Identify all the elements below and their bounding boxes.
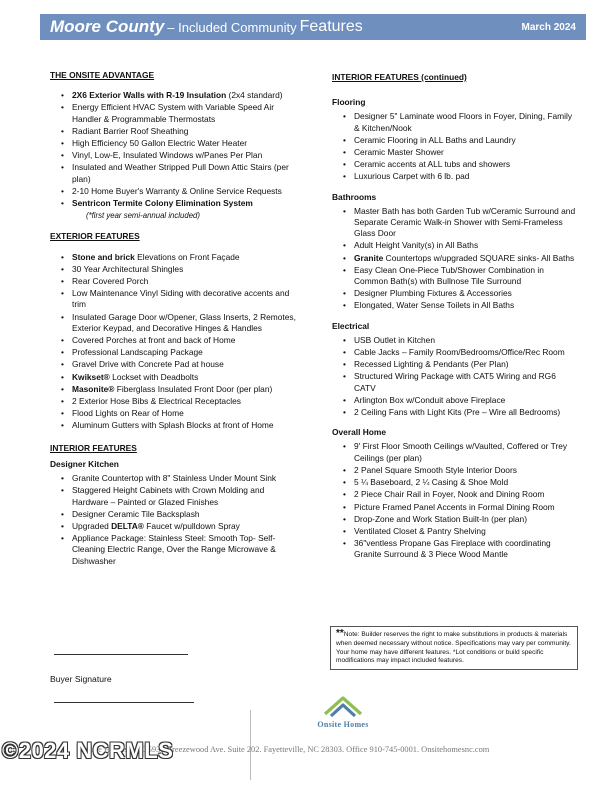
signature-line-bottom xyxy=(54,702,194,703)
item-text: Elevations on Front Façade xyxy=(134,251,240,262)
list-item: • Arlington Box w/Conduit above Fireplace xyxy=(332,395,578,406)
list-item xyxy=(50,408,296,419)
list-item xyxy=(50,347,296,358)
bathrooms-title: Bathrooms xyxy=(332,191,377,202)
list-item: • Ceramic Master Shower xyxy=(332,147,578,158)
list-item xyxy=(50,162,296,184)
list-item: • Designer 5" Laminate wood Floors in Foyer, Dining, Family & Kitchen/Nook xyxy=(332,111,578,133)
list-item: • 2 Piece Chair Rail in Foyer, Nook and Dining Room xyxy=(332,489,578,500)
item-text: Aluminum Gutters with Splash Blocks at front of Home xyxy=(72,420,274,431)
item-text: Professional Landscaping Package xyxy=(72,347,203,358)
list-item: • Drop-Zone and Work Station Built-In (per plan) xyxy=(332,514,578,525)
onsite-title: THE ONSITE ADVANTAGE xyxy=(50,70,155,80)
item-text: Flood Lights on Rear of Home xyxy=(72,408,184,419)
list-item xyxy=(332,265,578,287)
logo-text: Onsite Homes xyxy=(317,720,369,729)
item-text: Upgraded xyxy=(72,520,112,531)
item-text: (2x4 standard) xyxy=(226,90,283,101)
onsite-list xyxy=(50,90,296,209)
flooring-list xyxy=(332,111,578,182)
list-item: • Ceramic accents at ALL tubs and showers xyxy=(332,159,578,170)
list-item xyxy=(50,126,296,137)
bathrooms-list xyxy=(332,206,578,312)
item-text: Adult Height Vanity(s) in All Baths xyxy=(354,240,479,251)
list-item xyxy=(50,198,296,209)
electrical-title: Electrical xyxy=(332,320,370,331)
item-bold-text: DELTA® xyxy=(111,520,144,531)
list-item xyxy=(50,420,296,431)
list-item: • Structured Wiring Package with CAT5 Wiring and RG6 CATV xyxy=(332,371,578,393)
list-item xyxy=(50,335,296,346)
house-logo-icon xyxy=(321,692,365,718)
item-text: Insulated Garage Door w/Opener, Glass Inserts, 2 Remotes, Exterior Keypad, and Decorative Hinges & Handles xyxy=(72,311,296,333)
list-item xyxy=(332,253,578,264)
list-item: • USB Outlet in Kitchen xyxy=(332,335,578,346)
list-item: • Luxurious Carpet with 6 lb. pad xyxy=(332,171,578,182)
item-text: Master Bath has both Garden Tub w/Ceramic Surround and Separate Ceramic Walk-in Shower with Semi-Frameless Glass Door xyxy=(354,205,576,239)
onsite-homes-logo xyxy=(298,692,388,729)
flooring-title: Flooring xyxy=(332,97,366,108)
list-item xyxy=(50,276,296,287)
right-column xyxy=(332,72,578,562)
item-text: Vinyl, Low-E, Insulated Windows w/Panes Per Plan xyxy=(72,150,263,161)
kitchen-title: Designer Kitchen xyxy=(50,458,119,469)
item-text: Granite Countertop with 8" Stainless Under Mount Sink xyxy=(72,473,277,484)
list-item xyxy=(50,138,296,149)
list-item: • 9' First Floor Smooth Ceilings w/Vaulted, Coffered or Trey Ceilings (per plan) xyxy=(332,441,578,463)
list-item: • Picture Framed Panel Accents in Formal Dining Room xyxy=(332,502,578,513)
buyer-signature-label: Buyer Signature xyxy=(50,674,112,684)
item-text: Energy Efficient HVAC System with Variable Speed Air Handler & Programmable Thermostats xyxy=(72,102,275,124)
list-item xyxy=(50,312,296,334)
item-text: Faucet w/pulldown Spray xyxy=(143,520,240,531)
interior-title: INTERIOR FEATURES xyxy=(50,442,137,453)
list-item xyxy=(50,485,296,507)
disclaimer-stars: ** xyxy=(336,628,344,639)
list-item xyxy=(50,186,296,197)
item-text: Low Maintenance Vinyl Siding with decorative accents and trim xyxy=(72,288,290,310)
list-item xyxy=(332,240,578,251)
list-item xyxy=(50,384,296,395)
overall-home-title: Overall Home xyxy=(332,427,386,438)
item-text: Fiberglass Insulated Front Door (per plan) xyxy=(114,383,273,394)
item-text: 30 Year Architectural Shingles xyxy=(72,263,184,274)
kitchen-list xyxy=(50,473,296,567)
item-text: Designer Ceramic Tile Backsplash xyxy=(72,508,200,519)
list-item xyxy=(332,300,578,311)
exterior-list xyxy=(50,252,296,432)
item-bold-text: Sentricon Termite Colony Elimination System xyxy=(72,198,253,209)
onsite-note: (*first year semi-annual included) xyxy=(86,211,200,221)
list-item: • 2 Ceiling Fans with Light Kits (Pre – Wire all Bedrooms) xyxy=(332,407,578,418)
item-text: 2 Exterior Hose Bibs & Electrical Receptacles xyxy=(72,396,241,407)
list-item: • Recessed Lighting & Pendants (Per Plan) xyxy=(332,359,578,370)
item-text: Elongated, Water Sense Toilets in All Baths xyxy=(354,300,515,311)
list-item xyxy=(50,288,296,310)
list-item xyxy=(50,359,296,370)
item-text: Radiant Barrier Roof Sheathing xyxy=(72,125,189,136)
item-text: Gravel Drive with Concrete Pad at house xyxy=(72,359,224,370)
list-item xyxy=(50,533,296,567)
left-column xyxy=(50,70,296,568)
item-bold-text: Masonite® xyxy=(72,383,115,394)
item-text: Staggered Height Cabinets with Crown Molding and Hardware – Painted or Glazed Finishes xyxy=(72,485,265,507)
item-text: High Efficiency 50 Gallon Electric Water Heater xyxy=(72,138,248,149)
disclaimer-box xyxy=(330,626,578,670)
interior-continued-title: INTERIOR FEATURES (continued) xyxy=(332,72,467,82)
list-item xyxy=(332,288,578,299)
list-item xyxy=(332,206,578,240)
list-item xyxy=(50,396,296,407)
list-item: • 36"ventless Propane Gas Fireplace with coordinating Granite Surround & 3 Piece Wood Mantle xyxy=(332,538,578,560)
list-item xyxy=(50,509,296,520)
signature-line-top xyxy=(54,654,188,655)
item-bold-text: Stone and brick xyxy=(72,251,135,262)
item-text: Lockset with Deadbolts xyxy=(109,371,199,382)
item-bold-text: 2X6 Exterior Walls with R-19 Insulation xyxy=(72,90,227,101)
item-text: Designer Plumbing Fixtures & Accessories xyxy=(354,288,512,299)
list-item xyxy=(50,150,296,161)
list-item: • Ventilated Closet & Pantry Shelving xyxy=(332,526,578,537)
item-text: Covered Porches at front and back of Home xyxy=(72,335,236,346)
list-item: • 5 ¼ Baseboard, 2 ¼ Casing & Shoe Mold xyxy=(332,477,578,488)
electrical-list xyxy=(332,335,578,418)
item-text: Rear Covered Porch xyxy=(72,276,149,287)
overall-home-list xyxy=(332,441,578,560)
list-item: • Ceramic Flooring in ALL Baths and Laundry xyxy=(332,135,578,146)
header-bar xyxy=(40,14,586,40)
ncrmls-watermark: ©2024 NCRMLS xyxy=(2,738,174,763)
header-date: March 2024 xyxy=(521,21,576,33)
footer-address: Onsite Homes LLC 5931 Breezewood Ave. Suite 202. Fayetteville, NC 28303. Office 910-745-0001. Onsitehomesnc.com xyxy=(80,745,490,754)
list-item xyxy=(50,521,296,532)
item-text: Appliance Package: Stainless Steel: Smooth Top- Self-Cleaning Electric Range, Over the Range Microwave & Dishwasher xyxy=(72,533,276,566)
list-item xyxy=(50,473,296,484)
item-text: Easy Clean One-Piece Tub/Shower Combination in Common Bath(s) with Bullnose Tile Surround xyxy=(354,264,544,287)
item-bold-text: Granite xyxy=(354,252,384,263)
header-subtitle: – Included Community xyxy=(167,19,297,35)
list-item xyxy=(50,102,296,124)
list-item: • Cable Jacks – Family Room/Bedrooms/Office/Rec Room xyxy=(332,347,578,358)
header-features: Features xyxy=(299,18,363,35)
item-text: 2-10 Home Buyer's Warranty & Online Service Requests xyxy=(72,185,282,196)
item-text: Countertops w/upgraded SQUARE sinks- All Baths xyxy=(383,252,575,263)
county-title: Moore County xyxy=(50,17,165,36)
list-item: • 2 Panel Square Smooth Style Interior Doors xyxy=(332,465,578,476)
item-text: Insulated and Weather Stripped Pull Down Attic Stairs (per plan) xyxy=(72,162,289,184)
list-item xyxy=(50,252,296,263)
item-bold-text: Kwikset® xyxy=(72,371,110,382)
list-item xyxy=(50,372,296,383)
list-item xyxy=(50,90,296,101)
list-item xyxy=(50,264,296,275)
disclaimer-text: Note: Builder reserves the right to make substitutions in products & materials when deemed necessary without notice. Specifications may vary per community. Your home may have different features. *Lot conditions or build specific modifications may impact included features. xyxy=(336,631,571,665)
exterior-title: EXTERIOR FEATURES xyxy=(50,231,140,242)
